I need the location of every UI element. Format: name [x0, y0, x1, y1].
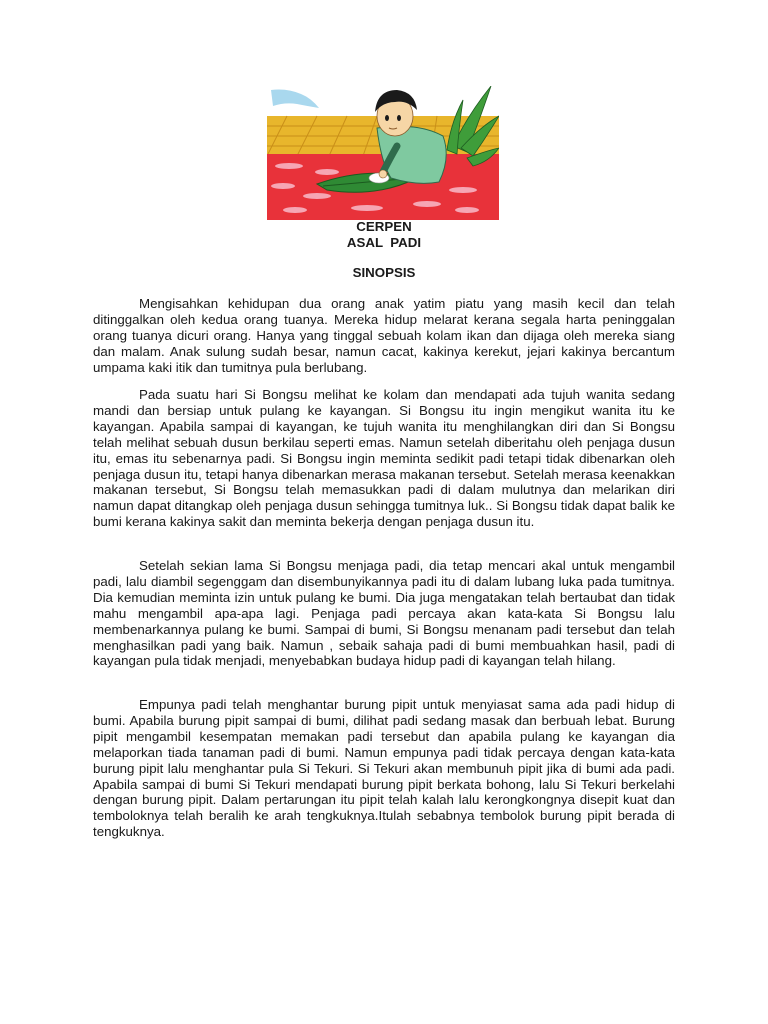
- synopsis-paragraph: Mengisahkan kehidupan dua orang anak yatim piatu yang masih kecil dan telah ditinggalkan oleh kedua orang tuanya. Mereka hidup melarat kerana segala harta peninggalan orang tuanya dicuri orang. Hanya yang tinggal sebuah kolam ikan dan dijaga oleh mereka siang dan malam. Anak sulung sudah besar, namun cacat, kakinya kerekut, jejari kakinya bercantum umpama kaki itik dan tumitnya pula berlubang.: [93, 296, 675, 375]
- boy-planting-rice-icon: [267, 86, 499, 220]
- story-title: ASAL PADI: [346, 235, 422, 250]
- story-illustration: [267, 86, 499, 220]
- synopsis-paragraph: Setelah sekian lama Si Bongsu menjaga padi, dia tetap mencari akal untuk mengambil padi, lalu diambil segenggam dan disembunyikannya padi itu di dalam lubang luka pada tumitnya. Dia kemudian meminta izin untuk pulang ke bumi. Dia juga mengatakan telah bertaubat dan tidak mahu mengambil apa-apa lagi. Penjaga padi percaya akan kata-kata Si Bongsu lalu membenarkannya pulang ke bumi. Sampai di bumi, Si Bongsu menanam padi tersebut dan telah menghasilkan padi yang baik. Namun , sebaik sahaja padi di bumi membuahkan hasil, padi di kayangan pula tidak menjadi, menyebabkan budaya hidup padi di kayangan telah hilang.: [93, 558, 675, 669]
- section-heading: SINOPSIS: [352, 265, 416, 280]
- synopsis-paragraph: Pada suatu hari Si Bongsu melihat ke kolam dan mendapati ada tujuh wanita sedang mandi dan bersiap untuk pulang ke kayangan. Si Bongsu itu ingin mengikut wanita itu ke kayangan. Apabila sampai di kayangan, ke tujuh wanita itu menghilangkan diri dan Si Bongsu telah melihat sebuah dusun berkilau seperti emas. Namun setelah diberitahu oleh penjaga dusun itu, emas itu sebenarnya padi. Si Bongsu ingin meminta sedikit padi tetapi tidak dibenarkan oleh penjaga dusun itu, tetapi hanya dibenarkan merasa makanan tersebut. Setelah merasa keenakkan makanan tersebut, Si Bongsu telah memasukkan padi di dalam mulutnya dan melarikan diri namun dapat ditangkap oleh penjaga dusun sehingga tumitnya luk.. Si Bongsu tidak dapat balik ke bumi kerana kakinya sakit dan meminta bekerja dengan penjaga dusun itu.: [93, 387, 675, 530]
- document-heading: CERPEN: [356, 219, 412, 234]
- synopsis-paragraph: Empunya padi telah menghantar burung pipit untuk menyiasat sama ada padi hidup di bumi. Apabila burung pipit sampai di bumi, dilihat padi sedang masak dan berbuah lebat. Burung pipit mengambil kesempatan memakan padi tersebut dan apabila pulang ke kayangan dia melaporkan tiada tanaman padi di bumi. Namun empunya padi tidak percaya dengan kata-kata burung pipit lalu menghantar pula Si Tekuri. Si Tekuri akan membunuh pipit jika di bumi ada padi. Apabila sampai di bumi Si Tekuri mendapati burung pipit berkata bohong, lalu Si Tekuri berkelahi dengan burung pipit. Dalam pertarungan itu pipit telah kalah lalu kerongkongnya disepit kuat dan temboloknya telah beralih ke arah tengkuknya.Itulah sebabnya tembolok burung pipit berada di tengkuknya.: [93, 697, 675, 840]
